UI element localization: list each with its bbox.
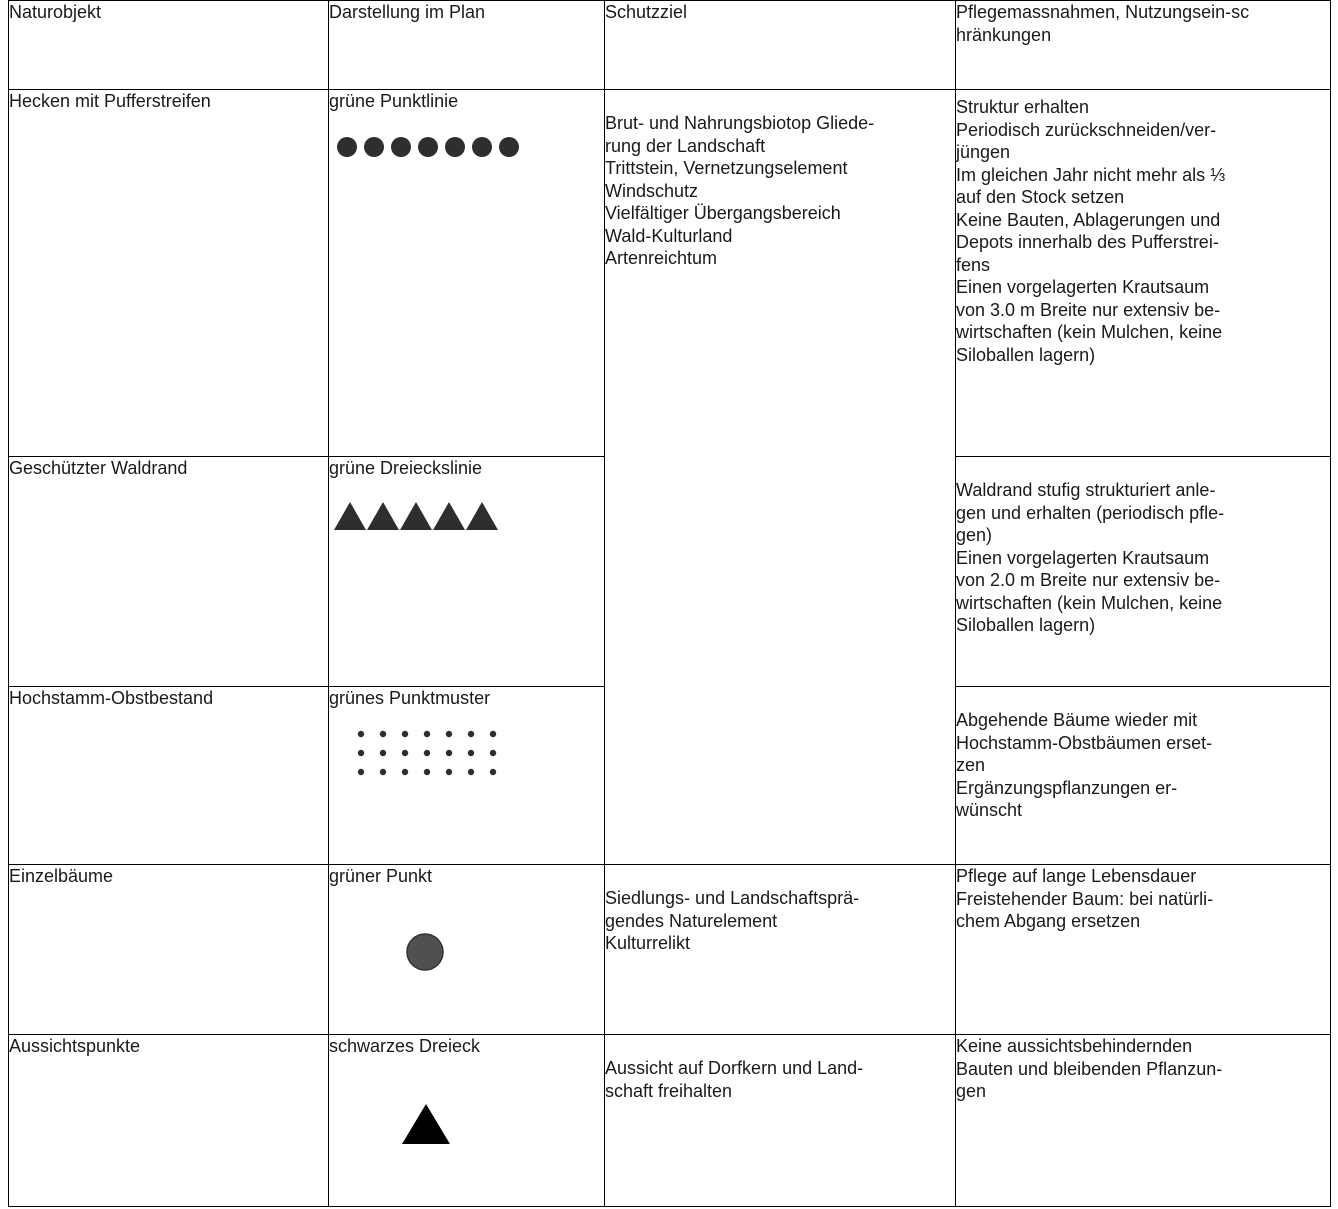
header-pflegemassnahmen-text: Pflegemassnahmen, Nutzungsein-schränkungen [956, 2, 1250, 45]
representation-cell [329, 865, 605, 1035]
pattern-dot [490, 768, 496, 774]
pattern-dot [446, 749, 452, 755]
representation-cell [329, 1035, 605, 1207]
goal-line: Trittstein, Vernetzungselement [605, 158, 848, 178]
pattern-dot [424, 768, 430, 774]
measure-line: gen und erhalten (periodisch pfle- [956, 502, 1225, 523]
single-dot-icon [329, 902, 549, 982]
measure-line: Periodisch zurückschneiden/ver- [956, 119, 1217, 140]
measure-line: von 3.0 m Breite nur extensiv be- [956, 299, 1221, 320]
measure-line: auf den Stock setzen [956, 187, 1125, 207]
object-name: Aussichtspunkte [9, 1036, 141, 1056]
table-header-row [9, 1, 1331, 90]
object-cell [9, 687, 329, 865]
pattern-dot [446, 768, 452, 774]
pattern-dot [468, 768, 474, 774]
goal-line: gendes Naturelement [605, 910, 778, 931]
pattern-dot [380, 768, 386, 774]
measure-line: Einen vorgelagerten Krautsaum [956, 277, 1210, 297]
pattern-dot [358, 768, 364, 774]
triangle-line-icon [329, 494, 549, 534]
goal-line: Vielfältiger Übergangsbereich [605, 203, 841, 223]
dot-pattern-icon [329, 724, 549, 784]
header-naturobjekt: Naturobjekt [9, 1, 329, 90]
measure-line: Depots innerhalb des Pufferstrei- [956, 232, 1219, 252]
measure-line: wirtschaften (kein Mulchen, keine [956, 322, 1223, 342]
goal-line: schaft freihalten [605, 1080, 733, 1101]
measures-cell [956, 865, 1331, 1035]
measure-line: Siloballen lagern) [956, 615, 1096, 635]
goal-cell-group1 [605, 90, 956, 865]
goal-line: rung der Landschaft [605, 135, 766, 156]
table-row [9, 90, 1331, 457]
nature-objects-table [8, 0, 1331, 1207]
object-cell [9, 865, 329, 1035]
object-cell [9, 1035, 329, 1207]
measure-line: zen [956, 755, 986, 775]
measure-line: Pflege auf lange Lebensdauer [956, 866, 1197, 886]
pattern-dot [380, 749, 386, 755]
pattern-dot [468, 749, 474, 755]
measure-line: Abgehende Bäume wieder mit [956, 710, 1198, 730]
pattern-dot [402, 749, 408, 755]
header-pflegemassnahmen [956, 1, 1331, 90]
measures-cell [956, 687, 1331, 865]
object-name: Geschützter Waldrand [9, 458, 188, 478]
header-schutzziel: Schutzziel [605, 1, 956, 90]
measure-line: Keine aussichtsbehindernden [956, 1036, 1193, 1056]
representation-text: schwarzes Dreieck [329, 1036, 481, 1056]
measure-line: gen) [956, 525, 993, 545]
representation-cell [329, 457, 605, 687]
pattern-dot [490, 730, 496, 736]
measure-line: Einen vorgelagerten Krautsaum [956, 547, 1210, 568]
measure-line: Im gleichen Jahr nicht mehr als ⅓ [956, 164, 1226, 185]
measure-line: chem Abgang ersetzen [956, 911, 1141, 931]
object-name: Hecken mit Pufferstreifen [9, 91, 211, 111]
pattern-dot [402, 768, 408, 774]
pattern-dot [358, 730, 364, 736]
pattern-dot [358, 749, 364, 755]
pattern-dot [424, 730, 430, 736]
goal-line: Brut- und Nahrungsbiotop Gliede- [605, 113, 875, 133]
measure-line: Siloballen lagern) [956, 344, 1096, 365]
measure-line: Struktur erhalten [956, 97, 1090, 117]
measure-line: gen [956, 1081, 987, 1101]
goal-line: Windschutz [605, 180, 699, 201]
pattern-dot [468, 730, 474, 736]
dot-line-icon [329, 127, 549, 167]
measures-cell [956, 1035, 1331, 1207]
pattern-dot [402, 730, 408, 736]
pattern-dot [490, 749, 496, 755]
goal-line: Artenreichtum [605, 248, 718, 268]
table-row [9, 1035, 1331, 1207]
goal-line: Aussicht auf Dorfkern und Land- [605, 1058, 864, 1078]
pattern-dot [446, 730, 452, 736]
measure-line: Bauten und bleibenden Pflanzun- [956, 1058, 1223, 1079]
measure-line: jüngen [956, 142, 1011, 162]
measure-line: Keine Bauten, Ablagerungen und [956, 209, 1221, 230]
representation-cell [329, 687, 605, 865]
measure-line: fens [956, 254, 991, 275]
pattern-dot [424, 749, 430, 755]
goal-cell-row5 [605, 1035, 956, 1207]
goal-line: Wald-Kulturland [605, 225, 733, 246]
object-cell [9, 90, 329, 457]
measure-line: Waldrand stufig strukturiert anle- [956, 480, 1216, 500]
measure-line: von 2.0 m Breite nur extensiv be- [956, 570, 1221, 590]
object-name: Einzelbäume [9, 866, 114, 886]
object-name: Hochstamm-Obstbestand [9, 688, 214, 708]
header-darstellung: Darstellung im Plan [329, 1, 605, 90]
representation-cell [329, 90, 605, 457]
goal-cell-row4 [605, 865, 956, 1035]
measure-line: Ergänzungspflanzungen er- [956, 777, 1178, 798]
representation-text: grüne Punktlinie [329, 91, 459, 111]
pattern-dot [380, 730, 386, 736]
goal-line: Siedlungs- und Landschaftsprä- [605, 888, 860, 908]
single-triangle-icon [329, 1072, 549, 1152]
representation-text: grünes Punktmuster [329, 688, 491, 708]
representation-text: grüne Dreieckslinie [329, 458, 483, 478]
object-cell [9, 457, 329, 687]
measure-line: Freistehender Baum: bei natürli- [956, 888, 1214, 909]
measure-line: wirtschaften (kein Mulchen, keine [956, 592, 1223, 613]
measure-line: wünscht [956, 800, 1023, 820]
measure-line: Hochstamm-Obstbäumen erset- [956, 732, 1213, 753]
goal-line: Kulturrelikt [605, 933, 691, 953]
measures-cell [956, 90, 1331, 457]
measures-cell [956, 457, 1331, 687]
representation-text: grüner Punkt [329, 866, 433, 886]
table-row [9, 865, 1331, 1035]
